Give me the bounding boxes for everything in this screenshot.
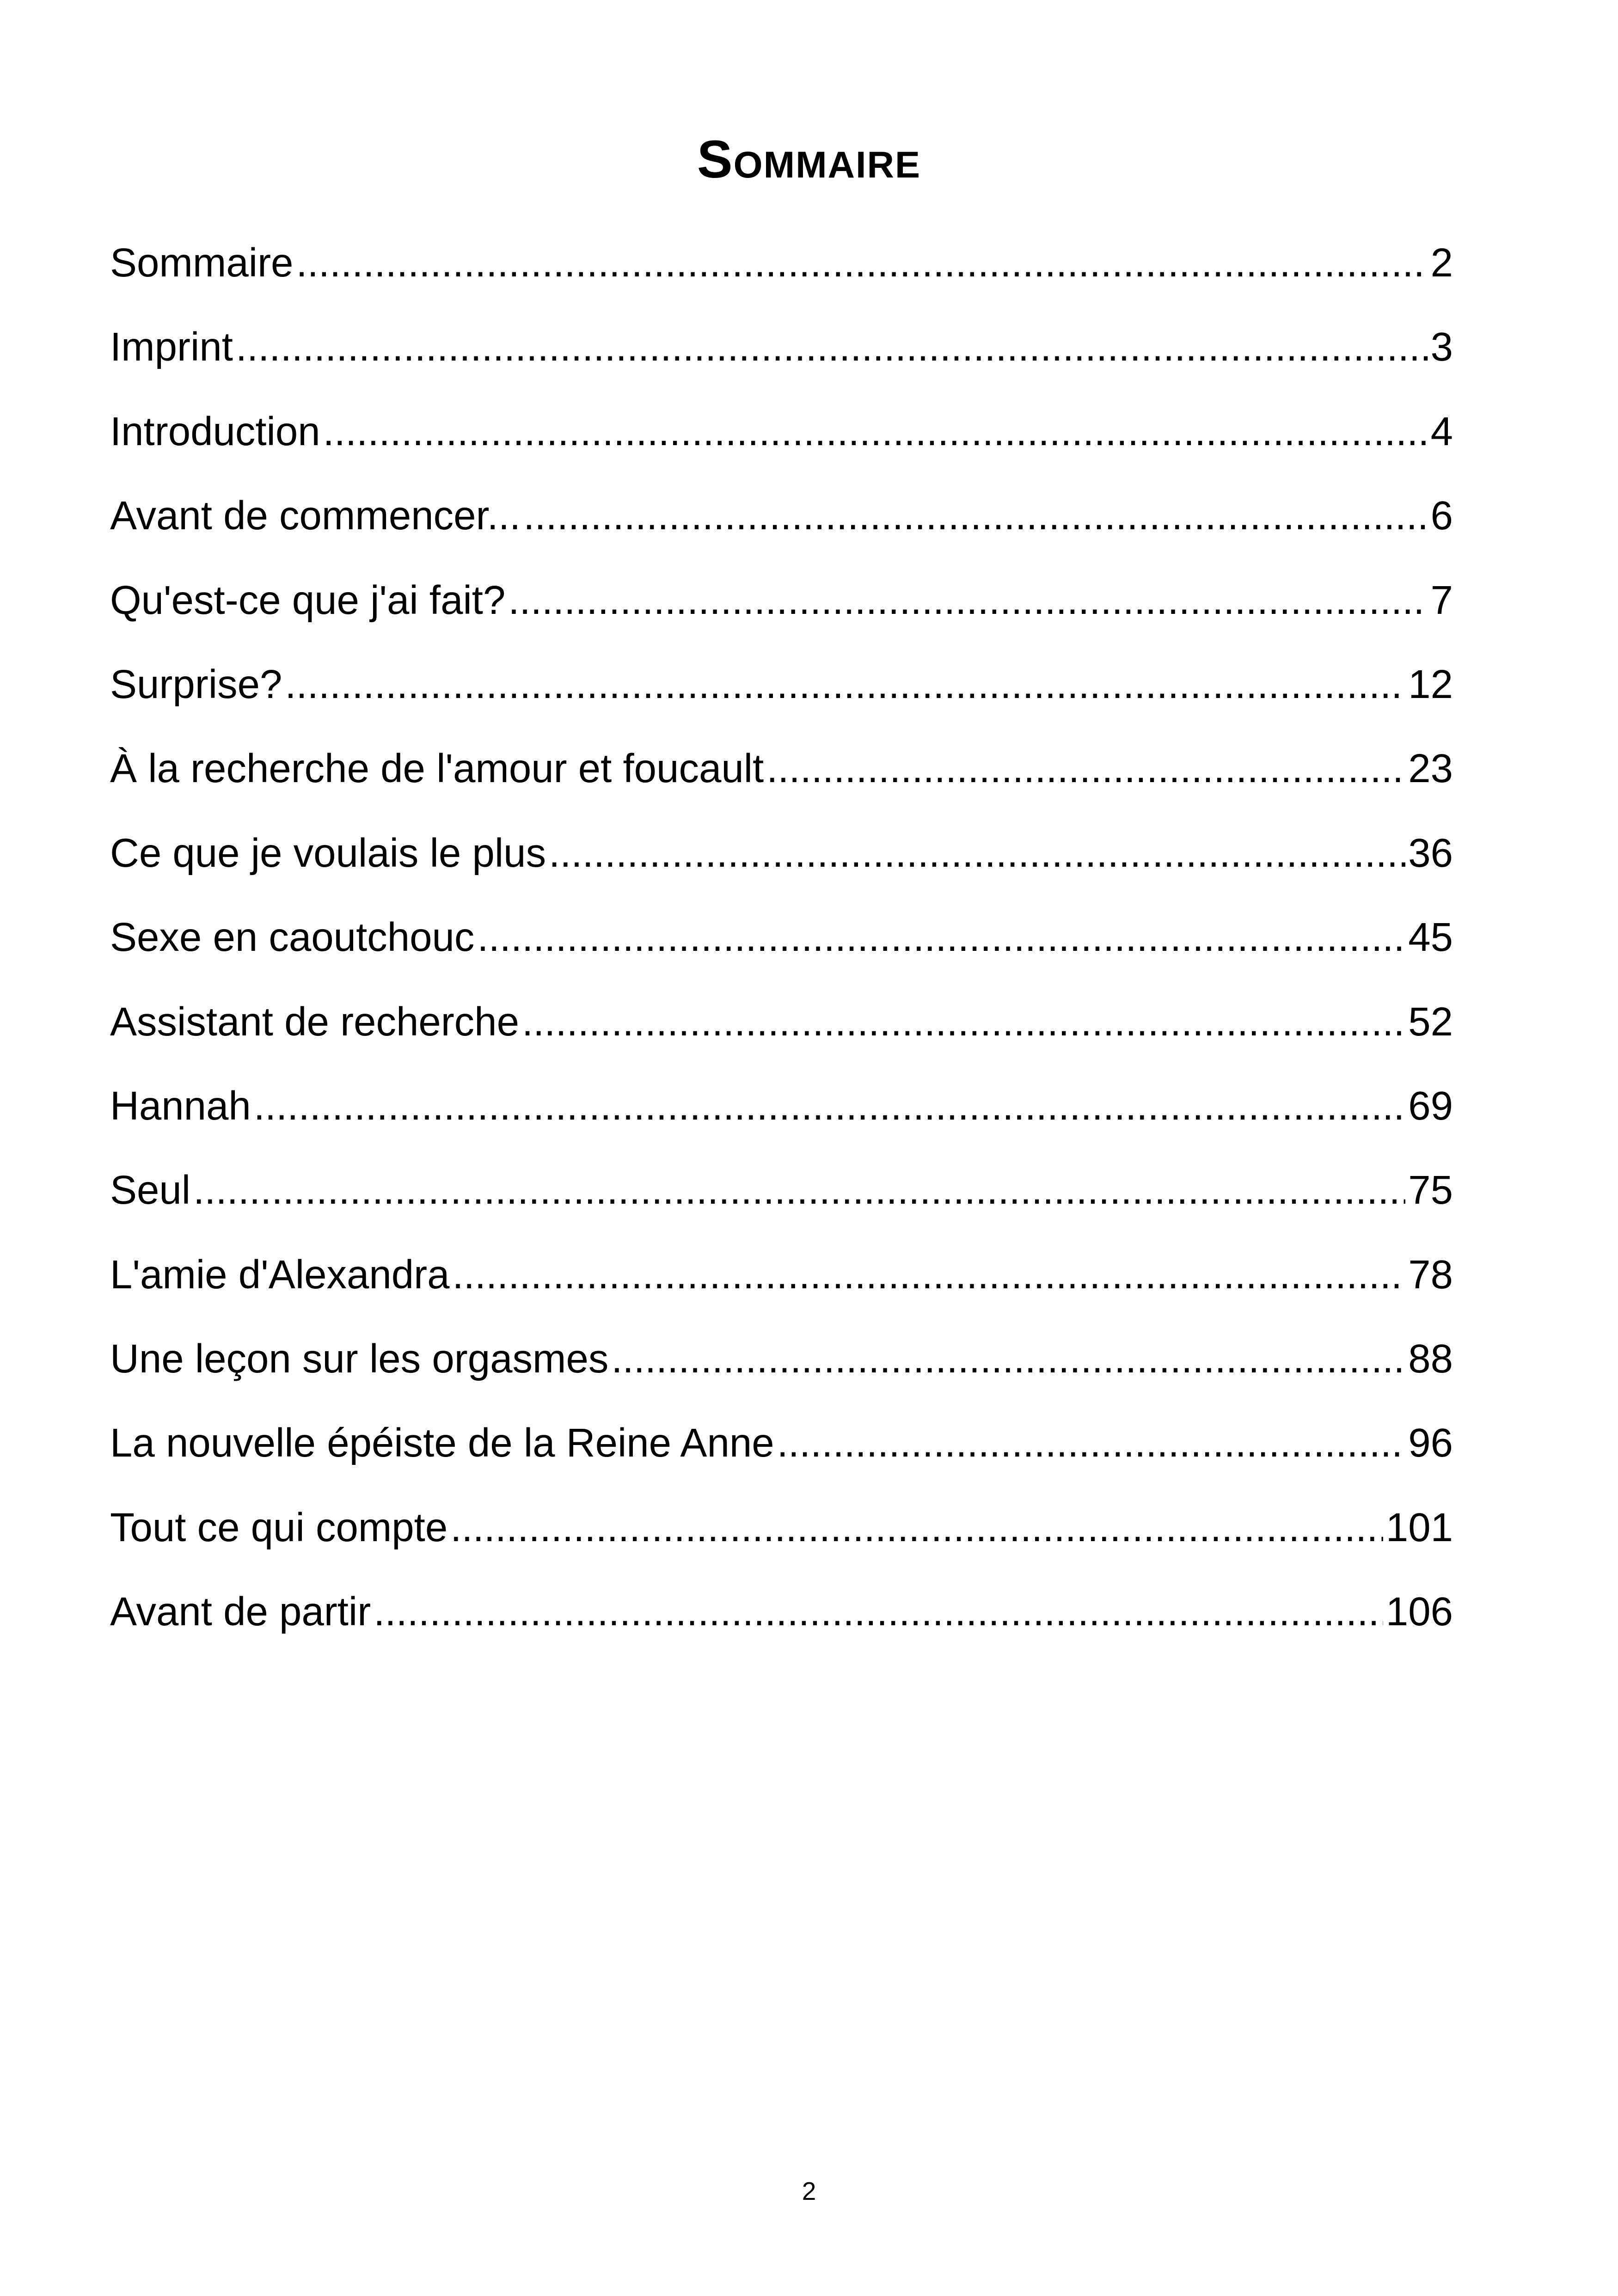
toc-entry-title: À la recherche de l'amour et foucault [110,746,764,791]
toc-entry[interactable] [110,1240,1453,1324]
toc-entry[interactable] [110,1577,1453,1661]
page-title: Sommaire [697,130,921,189]
toc-leader-dots [254,1071,1405,1141]
toc-entry-title: Sommaire [110,240,294,285]
toc-entry[interactable] [110,903,1453,987]
toc-leader-dots [450,1493,1383,1562]
toc-entry-page: 45 [1408,915,1453,960]
toc-leader-dots [523,481,1428,551]
toc-entry-title: Sexe en caoutchouc [110,915,475,960]
toc-entry[interactable] [110,987,1453,1071]
toc-entry[interactable] [110,397,1453,481]
toc-entry-title: Imprint [110,325,233,370]
toc-entry-title: Hannah [110,1083,251,1128]
toc-entry-page: 6 [1430,493,1453,539]
toc-entry-title: L'amie d'Alexandra [110,1252,450,1297]
toc-entry-title: Qu'est-ce que j'ai fait? [110,577,506,623]
page-number: 2 [802,2177,816,2205]
toc-entry-page: 23 [1408,746,1453,791]
toc-entry-title: Avant de partir [110,1589,371,1635]
toc-leader-dots [193,1156,1405,1225]
toc-entry-page: 78 [1408,1252,1453,1297]
toc-entry-page: 101 [1385,1505,1453,1550]
toc-entry-title: La nouvelle épéiste de la Reine Anne [110,1420,774,1466]
toc-entry[interactable] [110,481,1453,565]
toc-leader-dots [777,1408,1406,1478]
toc-entry[interactable] [110,734,1453,818]
toc-entry-page: 106 [1385,1589,1453,1635]
toc-entry-title: Surprise? [110,661,282,707]
toc-entry-page: 88 [1408,1336,1453,1382]
toc-leader-dots [374,1577,1383,1647]
toc-entry-page: 4 [1430,409,1453,454]
toc-entry-title: Tout ce qui compte [110,1505,448,1550]
toc-leader-dots [285,650,1405,719]
toc-leader-dots [477,903,1405,972]
toc-entry-page: 12 [1408,661,1453,707]
toc-entry-page: 75 [1408,1168,1453,1213]
toc-entry-title: Introduction [110,409,320,454]
toc-leader-dots [766,734,1405,803]
toc-entry[interactable] [110,1493,1453,1577]
toc-entry[interactable] [110,1324,1453,1408]
toc-entry-title: Seul [110,1168,191,1213]
toc-entry[interactable] [110,1408,1453,1493]
toc-entry-title: Ce que je voulais le plus [110,830,546,876]
toc-entry-page: 69 [1408,1083,1453,1128]
toc-entry[interactable] [110,1156,1453,1240]
toc-entry[interactable] [110,566,1453,650]
toc-entry-page: 96 [1408,1420,1453,1466]
toc-entry[interactable] [110,650,1453,734]
toc-entry-title: Avant de commencer... [110,493,521,539]
toc-entry[interactable] [110,1071,1453,1156]
toc-entry-title: Assistant de recherche [110,999,519,1044]
toc-leader-dots [522,987,1405,1057]
toc-leader-dots [611,1324,1405,1394]
toc-leader-dots [323,397,1428,466]
toc-entry-page: 52 [1408,999,1453,1044]
toc-leader-dots [453,1240,1406,1310]
toc-entry-page: 2 [1430,240,1453,285]
toc-entry[interactable] [110,819,1453,903]
toc-entry[interactable] [110,312,1453,397]
toc-entry-title: Une leçon sur les orgasmes [110,1336,609,1382]
toc-entry-page: 36 [1408,830,1453,876]
toc-leader-dots [296,228,1428,298]
table-of-contents [110,228,1453,1662]
toc-leader-dots [508,566,1428,635]
toc-entry-page: 7 [1430,577,1453,623]
toc-leader-dots [236,312,1428,382]
toc-leader-dots [549,819,1405,888]
toc-entry-page: 3 [1430,325,1453,370]
toc-entry[interactable] [110,228,1453,312]
